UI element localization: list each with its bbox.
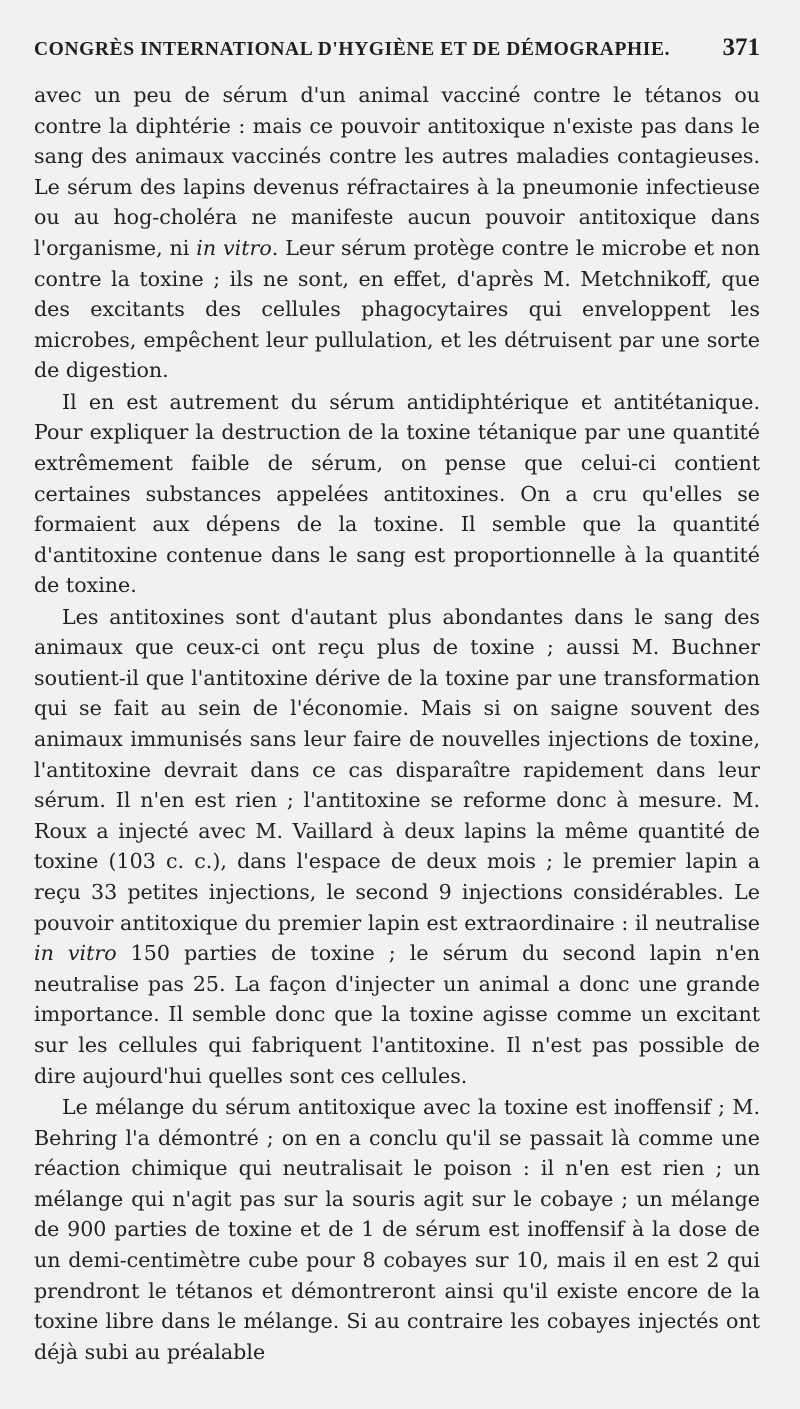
- page-number: 371: [722, 34, 760, 61]
- paragraph: [34, 1092, 760, 1367]
- italic-text-run: in vitro: [34, 941, 117, 966]
- text-run: Il en est autrement du sérum antidiphtérique et antitétanique. Pour expliquer la destruction de la toxine tétanique par une quantité extrêmement faible de sérum, on pense que celui-ci contient certaines substances appelées antitoxines. On a cru qu'elles se formaient aux dépens de la toxine. Il semble que la quantité d'antitoxine contenue dans le sang est proportionnelle à la quantité de toxine.: [34, 389, 760, 598]
- italic-text-run: in vitro: [196, 235, 272, 260]
- running-header: [34, 34, 760, 80]
- text-run: 150 parties de toxine ; le sérum du second lapin n'en neutralise pas 25. La façon d'injecter un animal a donc une grande importance. Il semble donc que la toxine agisse comme un excitant sur les cellules qui fabriquent l'antitoxine. Il n'est pas possible de dire aujourd'hui quelles sont ces cellules.: [34, 941, 761, 1088]
- body-text: [34, 80, 760, 1367]
- text-run: Les antitoxines sont d'autant plus abondantes dans le sang des animaux que ceux-ci ont reçu plus de toxine ; aussi M. Buchner soutient-il que l'antitoxine dérive de la toxine par une transformation qui se fait au sein de l'économie. Mais si on saigne souvent des animaux immunisés sans leur faire de nouvelles injections de toxine, l'antitoxine devrait dans ce cas disparaître rapidement dans leur sérum. Il n'en est rien ; l'antitoxine se reforme donc à mesure. M. Roux a injecté avec M. Vaillard à deux lapins la même quantité de toxine (103 c. c.), dans l'espace de deux mois ; le premier lapin a reçu 33 petites injections, le second 9 injections considérables. Le pouvoir antitoxique du premier lapin est extraordinaire : il neutralise: [34, 604, 760, 935]
- text-run: avec un peu de sérum d'un animal vacciné contre le tétanos ou contre la diphtérie : mais ce pouvoir antitoxique n'existe pas dans le sang des animaux vaccinés contre les autres maladies contagieuses. Le sérum des lapins devenus réfractaires à la pneumonie infectieuse ou au hog-choléra ne manifeste aucun pouvoir antitoxique dans l'organisme, ni: [34, 83, 760, 260]
- text-run: . Leur sérum protège contre le microbe et non contre la toxine ; ils ne sont, en effet, d'après M. Metchnikoff, que des excitants des cellules phagocytaires qui enveloppent les microbes, empêchent leur pullulation, et les détruisent par une sorte de digestion.: [34, 235, 760, 383]
- running-header-title: CONGRÈS INTERNATIONAL D'HYGIÈNE ET DE DÉMOGRAPHIE.: [34, 39, 671, 60]
- paragraph: [34, 387, 760, 601]
- paragraph: [34, 602, 760, 1092]
- paragraph: [34, 80, 760, 386]
- text-run: Le mélange du sérum antitoxique avec la toxine est inoffensif ; M. Behring l'a démontré ; on en a conclu qu'il se passait là comme une réaction chimique qui neutralisait le poison : il n'en est rien ; un mélange qui n'agit pas sur la souris agit sur le cobaye ; un mélange de 900 parties de toxine et de 1 de sérum est inoffensif à la dose de un demi-centimètre cube pour 8 cobayes sur 10, mais il en est 2 qui prendront le tétanos et démontreront ainsi qu'il existe encore de la toxine libre dans le mélange. Si au contraire les cobayes injectés ont déjà subi au préalable: [34, 1094, 760, 1364]
